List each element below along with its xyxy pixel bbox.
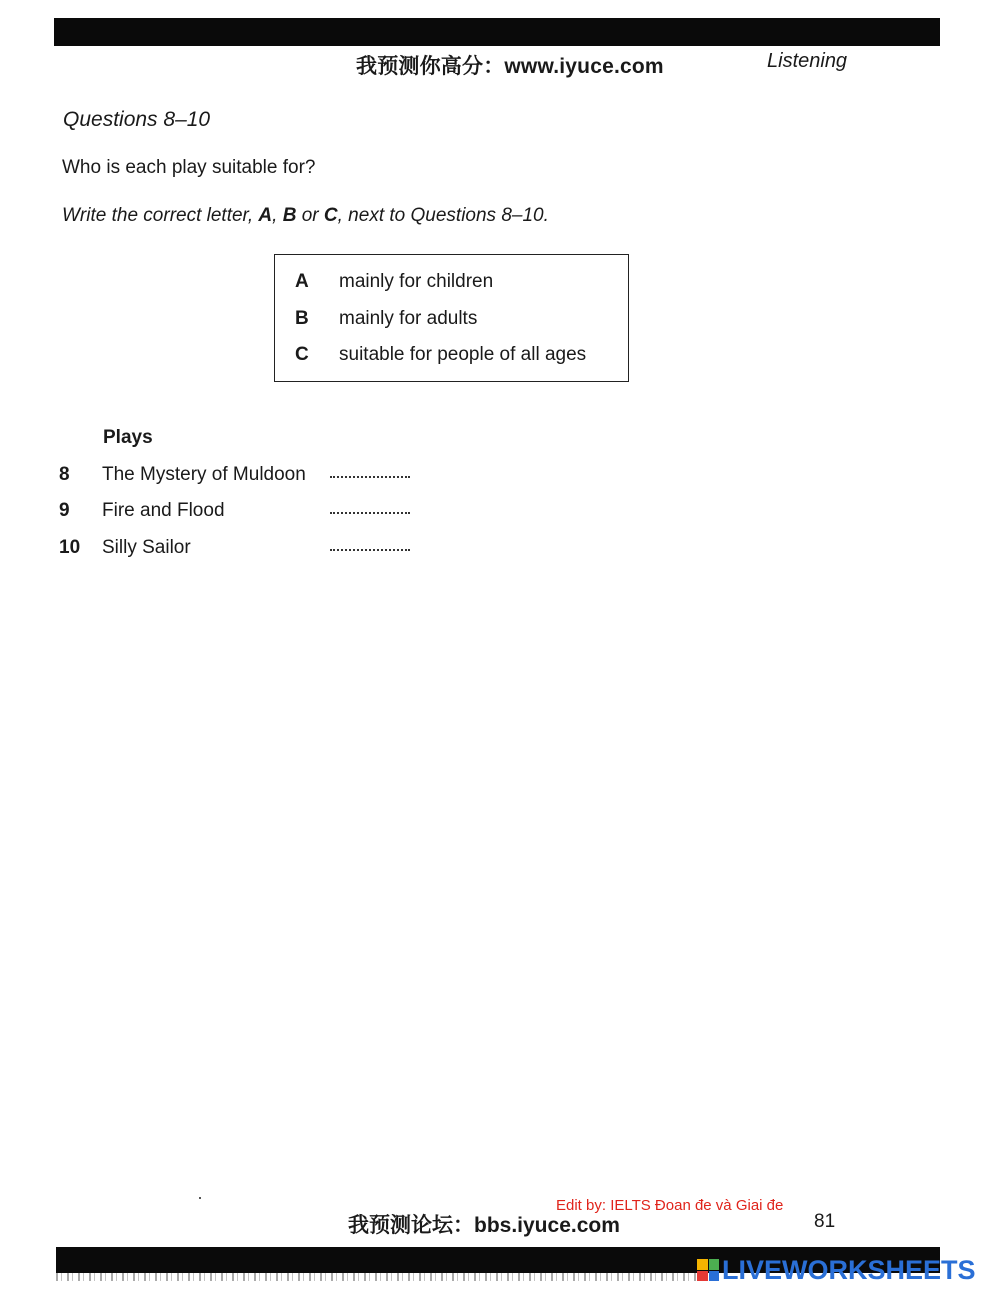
instruction-prefix: Write the correct letter,: [62, 205, 259, 226]
header-site: 我预测你高分：www.iyuce.com: [356, 55, 664, 78]
questions-range: Questions 8–10: [63, 108, 211, 131]
options-box: [274, 254, 629, 382]
instruction-sep: ,: [272, 205, 283, 226]
page-number: 81: [814, 1211, 836, 1232]
instruction-or: or: [296, 205, 324, 226]
top-black-bar: [54, 18, 940, 46]
option-text: suitable for people of all ages: [339, 344, 587, 365]
instruction-letter-c: C: [323, 205, 338, 226]
option-letter: B: [295, 308, 309, 329]
play-title: The Mystery of Muldoon: [102, 464, 306, 485]
liveworksheets-icon: [697, 1259, 719, 1281]
logo-square-2: [709, 1259, 720, 1270]
section-label: Listening: [767, 50, 848, 72]
liveworksheets-wordmark: LIVEWORKSHEETS: [722, 1255, 976, 1285]
option-letter: C: [295, 344, 309, 365]
option-text: mainly for children: [339, 271, 494, 292]
instruction: [62, 205, 549, 227]
plays-heading: Plays: [103, 427, 153, 448]
liveworksheets-logo: [697, 1255, 976, 1285]
question-prompt: Who is each play suitable for?: [62, 157, 316, 178]
instruction-suffix: , next to Questions 8–10.: [337, 205, 549, 226]
instruction-letter-b: B: [282, 205, 297, 226]
play-title: Silly Sailor: [102, 537, 191, 558]
edit-credit: Edit by: IELTS Đoan đe và Giai đe: [556, 1197, 784, 1214]
answer-blank-9[interactable]: [330, 512, 410, 514]
footer-site: 我预测论坛：bbs.iyuce.com: [348, 1214, 620, 1237]
logo-square-3: [697, 1271, 708, 1282]
scan-speck: [199, 1197, 201, 1199]
play-title: Fire and Flood: [102, 500, 225, 521]
question-number: 10: [59, 537, 81, 558]
scan-noise: [56, 1273, 696, 1281]
question-number: 9: [59, 500, 70, 521]
option-text: mainly for adults: [339, 308, 478, 329]
answer-blank-10[interactable]: [330, 549, 410, 551]
logo-square-4: [709, 1271, 720, 1282]
instruction-letter-a: A: [258, 205, 273, 226]
option-letter: A: [295, 271, 309, 292]
question-number: 8: [59, 464, 70, 485]
logo-square-1: [697, 1259, 708, 1270]
answer-blank-8[interactable]: [330, 476, 410, 478]
